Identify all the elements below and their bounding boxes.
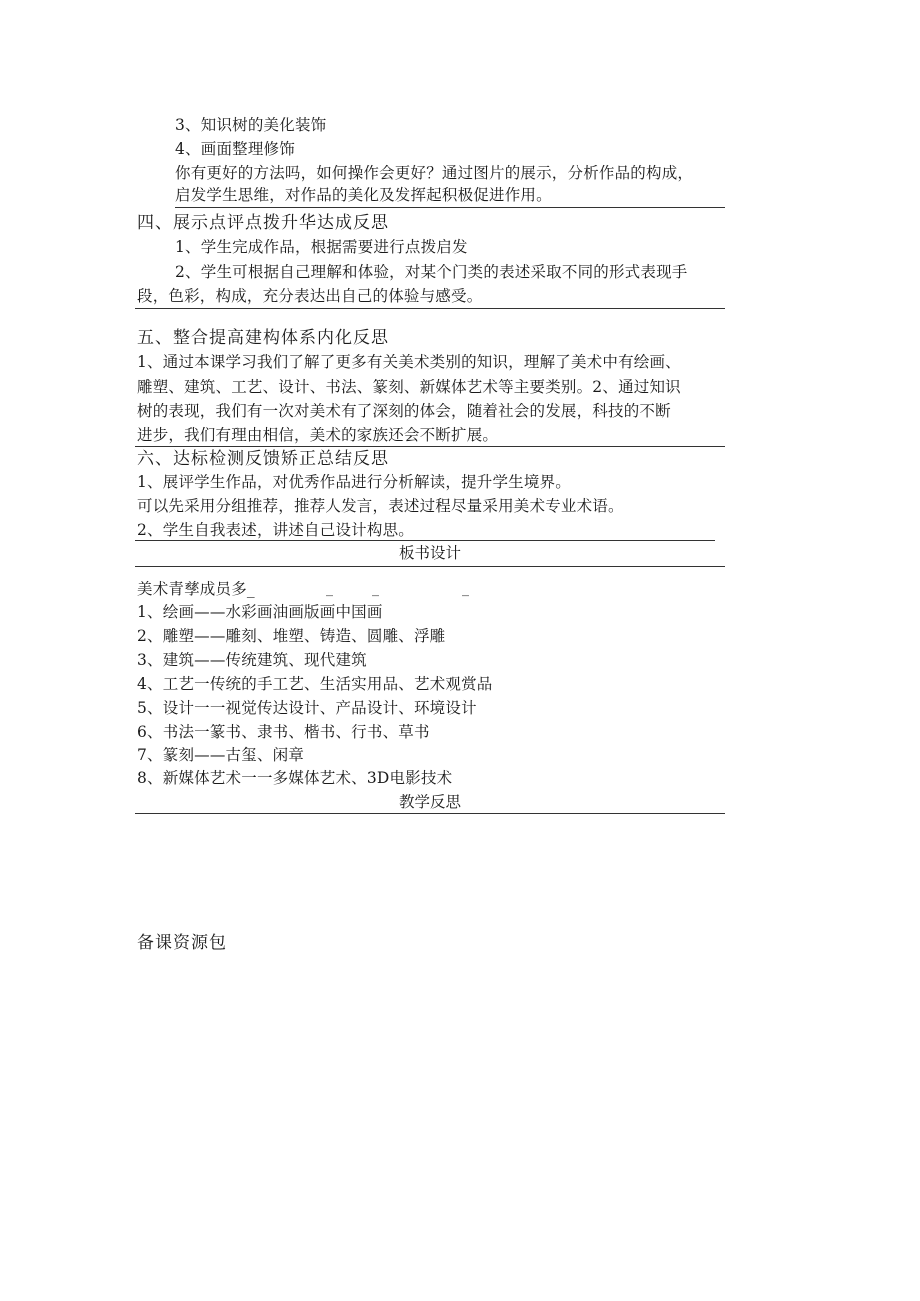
step-4-text: 4、画面整理修饰	[175, 140, 295, 158]
teaching-reflection-title: 教学反思	[398, 793, 461, 811]
paragraph-line: 1、展评学生作品，对优秀作品进行分析解读，提升学生境界。	[137, 473, 571, 491]
divider	[135, 540, 715, 541]
paragraph-line: 雕塑、建筑、工艺、设计、书法、篆刻、新媒体艺术等主要类别。2、通过知识	[137, 378, 681, 396]
board-item: 1、绘画——水彩画油画版画中国画	[137, 603, 383, 621]
paragraph-line: 树的表现，我们有一次对美术有了深刻的体会，随着社会的发展，科技的不断	[137, 402, 671, 420]
divider	[135, 813, 725, 814]
section-heading-6: 六、达标检测反馈矫正总结反思	[137, 449, 389, 469]
divider	[135, 446, 725, 447]
board-item: 7、篆刻——古玺、闲章	[137, 746, 305, 764]
board-item: 3、建筑——传统建筑、现代建筑	[137, 651, 367, 669]
paragraph-line: 2、学生自我表述，讲述自己设计构思。	[137, 521, 414, 539]
blank-dash: _	[372, 581, 379, 597]
paragraph-line: 1、学生完成作品，根据需要进行点拨启发	[175, 238, 468, 256]
divider	[135, 566, 725, 567]
board-design-title: 板书设计	[398, 544, 461, 562]
paragraph-line: 你有更好的方法吗，如何操作会更好？通过图片的展示，分析作品的构成，	[175, 164, 694, 182]
resource-package-label: 备课资源包	[137, 933, 227, 953]
divider	[175, 207, 725, 208]
blank-dash: _	[462, 581, 469, 597]
board-item: 2、雕塑——雕刻、堆塑、铸造、圆雕、浮雕	[137, 627, 446, 645]
paragraph-line: 2、学生可根据自己理解和体验，对某个门类的表述采取不同的形式表现手	[175, 263, 688, 281]
paragraph-line: 启发学生思维，对作品的美化及发挥起积极促进作用。	[175, 186, 552, 204]
board-item: 6、书法一篆书、隶书、楷书、行书、草书	[137, 723, 430, 741]
section-heading-4: 四、展示点评点拨升华达成反思	[137, 213, 389, 233]
paragraph-line: 段，色彩，构成，充分表达出自己的体验与感受。	[137, 287, 483, 305]
step-3-text: 3、知识树的美化装饰	[175, 116, 327, 134]
paragraph-line: 可以先采用分组推荐，推荐人发言，表述过程尽量采用美术专业术语。	[137, 497, 624, 515]
paragraph-line: 1、通过本课学习我们了解了更多有关美术类别的知识，理解了美术中有绘画、	[137, 353, 681, 371]
board-intro: 美术青孳成员多_	[137, 580, 255, 598]
board-item: 5、设计一一视觉传达设计、产品设计、环境设计	[137, 699, 477, 717]
blank-dash: _	[326, 581, 333, 597]
paragraph-line: 进步，我们有理由相信，美术的家族还会不断扩展。	[137, 426, 499, 444]
divider	[135, 308, 725, 309]
board-item: 8、新媒体艺术一一多媒体艺术、3D电影技术	[137, 769, 453, 787]
section-heading-5: 五、整合提高建构体系内化反思	[137, 328, 389, 348]
board-item: 4、工艺一传统的手工艺、生活实用品、艺术观赏品	[137, 675, 493, 693]
